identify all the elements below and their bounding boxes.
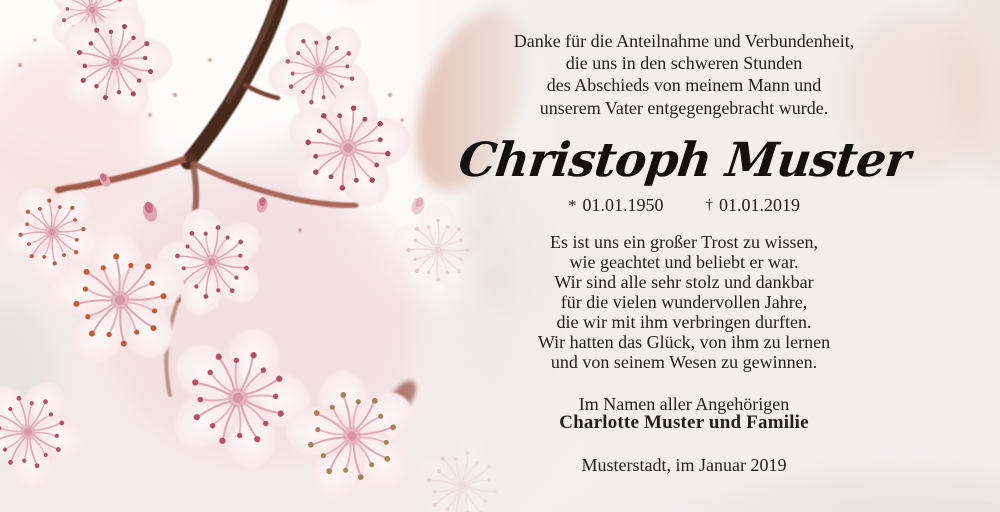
thanks-line: des Abschieds von meinem Mann und [546, 75, 822, 96]
death-dagger-symbol: † [705, 197, 713, 213]
thanks-line: die uns in den schweren Stunden [565, 53, 803, 74]
card-text [452, 0, 916, 512]
death-date [706, 194, 801, 218]
thanks-line: Danke für die Anteilnahme und Verbundenheit, [513, 31, 855, 51]
deceased-name [452, 133, 916, 189]
thanks-line: unserem Vater entgegengebracht wurde. [539, 97, 829, 118]
thanks-text [452, 30, 916, 119]
tribute-line: Es ist uns ein großer Trost zu wissen, [549, 232, 818, 252]
tribute-text [452, 232, 916, 372]
tribute-line: für die vielen wundervollen Jahre, [560, 292, 808, 312]
tribute-line: Wir sind alle sehr stolz und dankbar [554, 272, 814, 292]
death-date-value: 01.01.2019 [719, 195, 800, 215]
birth-date [568, 194, 664, 218]
tribute-line: die wir mit ihm verbringen durften. [556, 312, 812, 332]
birth-star-symbol: * [568, 196, 577, 215]
signature-intro: Im Namen aller Angehörigen [578, 394, 790, 414]
tribute-line: und von seinem Wesen zu gewinnen. [550, 352, 818, 372]
family-signature: Charlotte Muster und Familie [559, 412, 809, 433]
place-date: Musterstadt, im Januar 2019 [581, 455, 787, 475]
birth-date-value: 01.01.1950 [582, 195, 664, 215]
life-dates [452, 194, 916, 218]
deceased-name-text: Christoph Muster [455, 133, 913, 188]
tribute-line: wie geachtet und beliebt er war. [569, 252, 799, 272]
tribute-line: Wir hatten das Glück, von ihm zu lernen [537, 332, 831, 352]
